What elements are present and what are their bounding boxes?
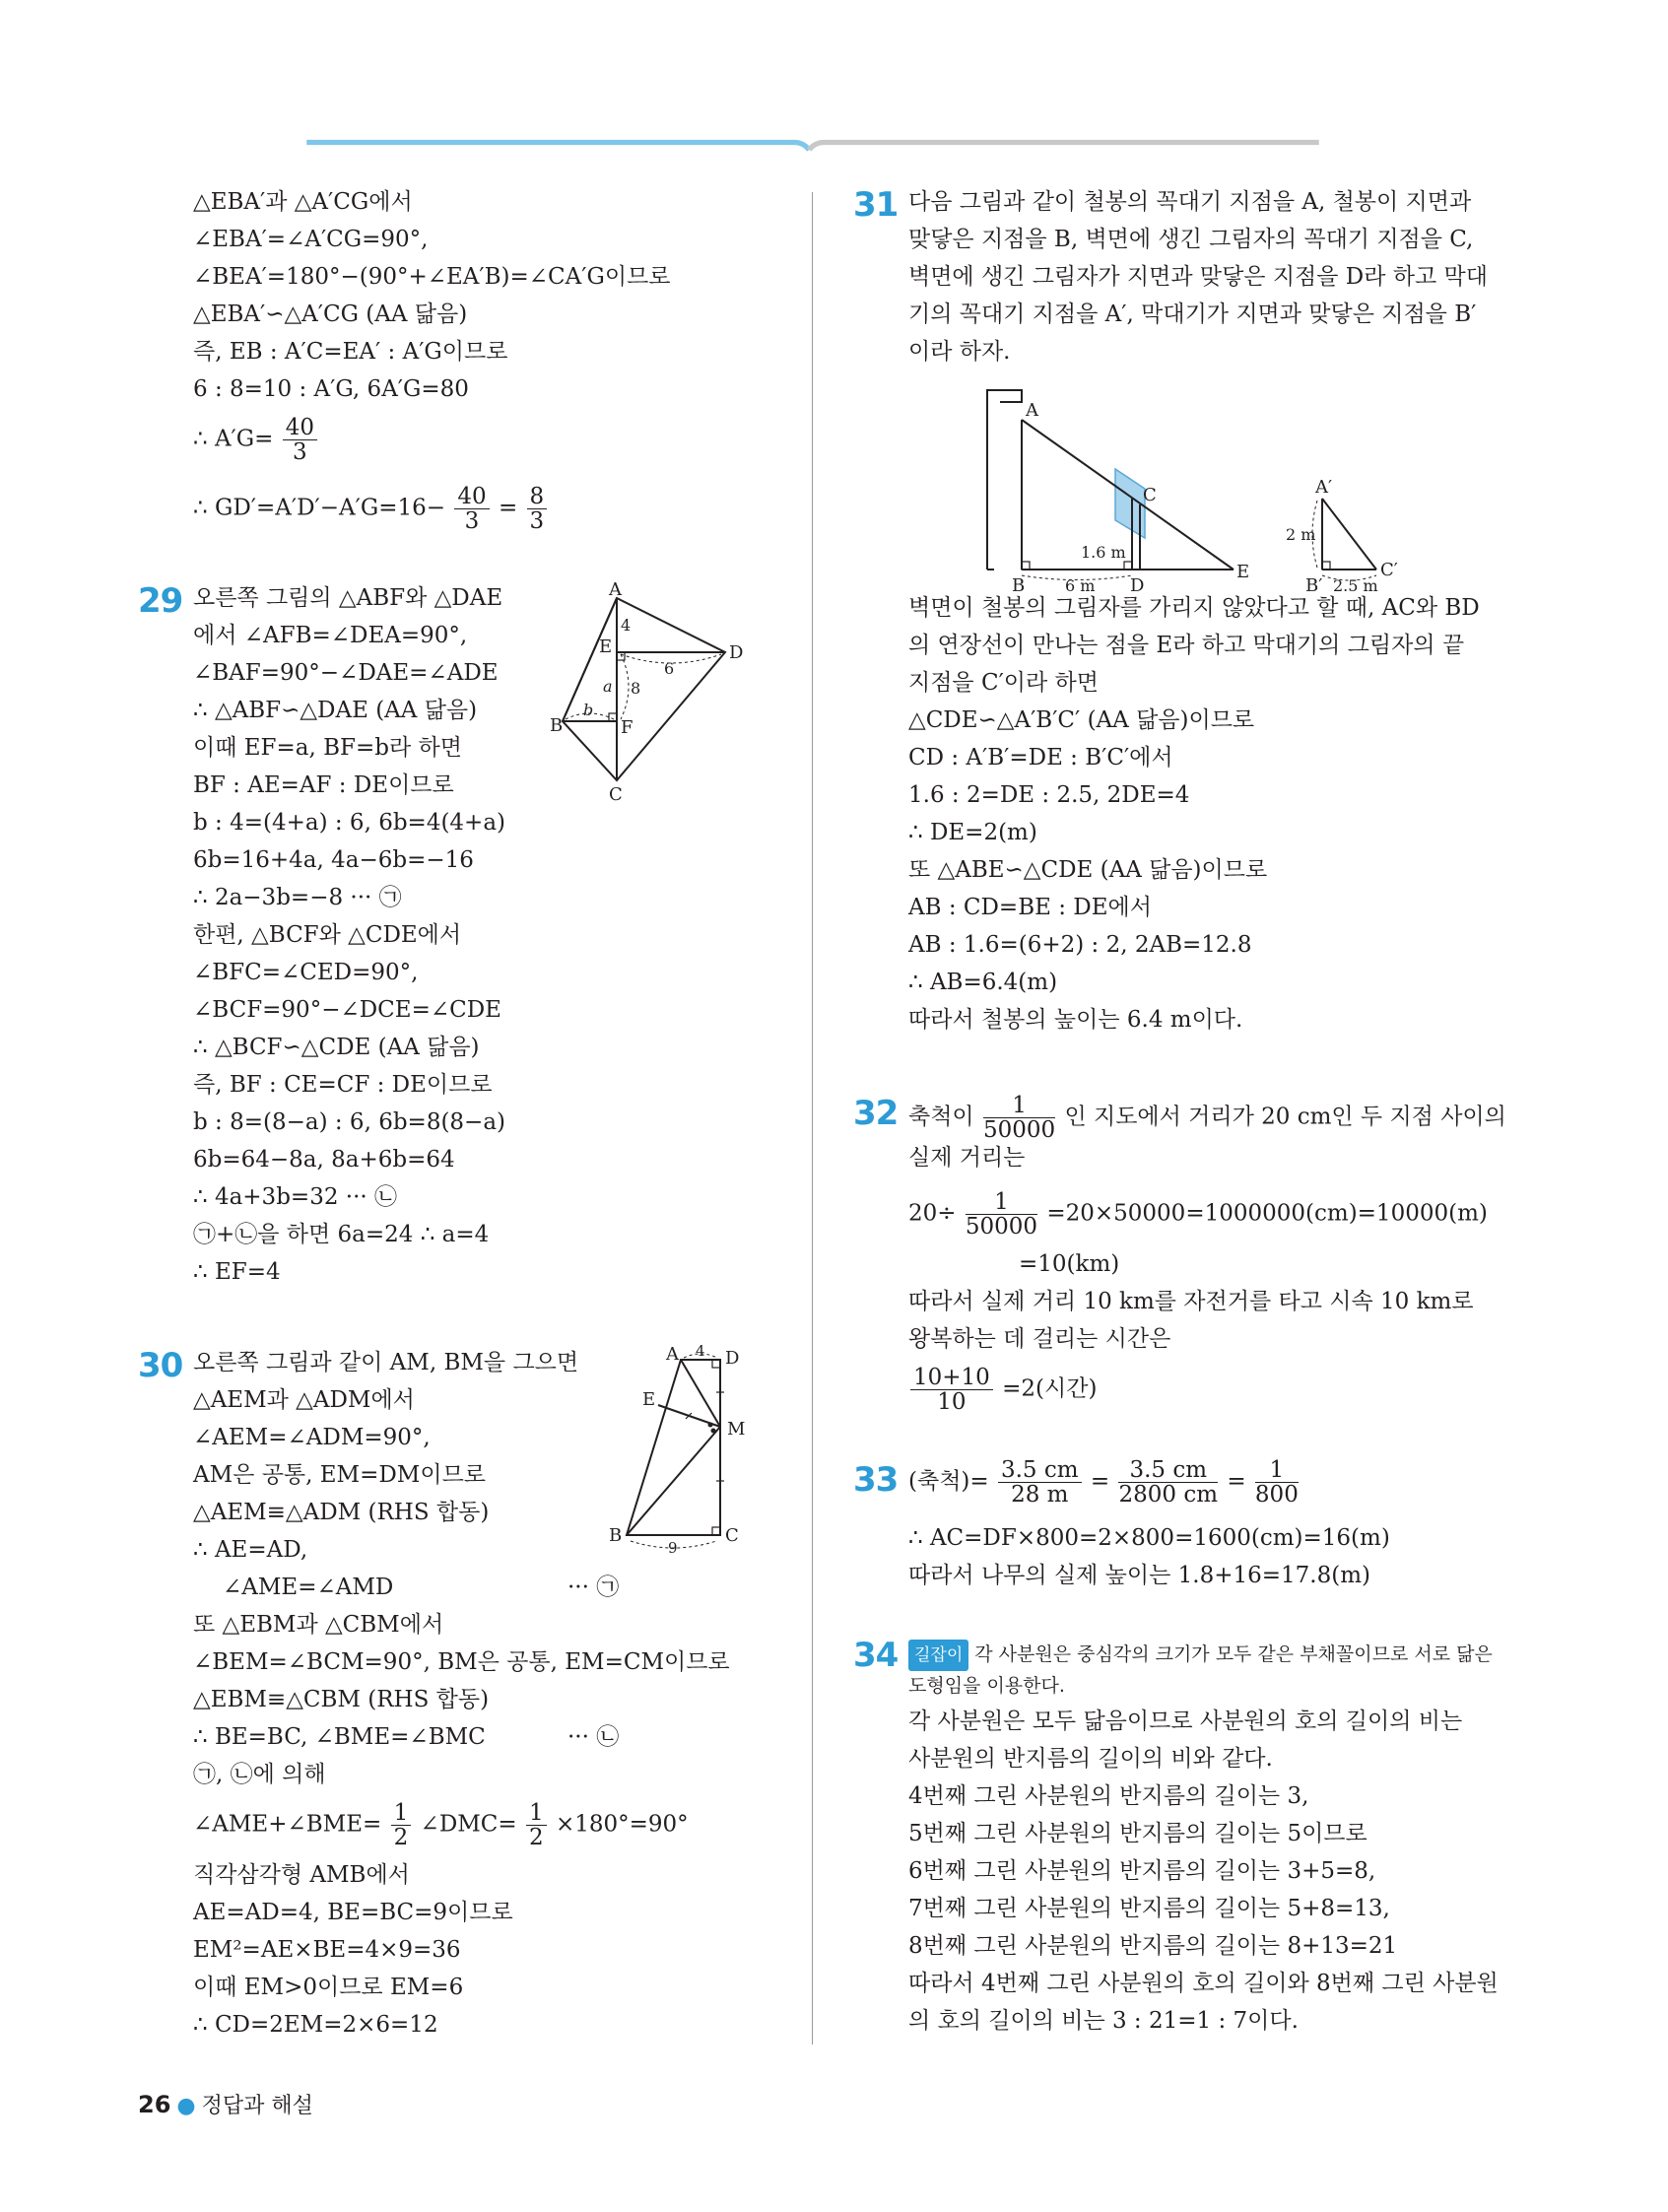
text-line: ∴ BE=BC, ∠BME=∠BMC — [193, 1724, 486, 1750]
text-line: 이때 EF=a, BF=b라 하면 — [193, 735, 462, 761]
text-line: 실제 거리는 — [908, 1145, 1026, 1171]
text-line: 8번째 그린 사분원의 반지름의 길이는 8+13=21 — [908, 1933, 1398, 1959]
text-line: 각 사분원은 모두 닮음이므로 사분원의 호의 길이의 비는 — [908, 1709, 1463, 1734]
fig-label: M — [727, 1419, 746, 1440]
text-line: ∠BCF=90°−∠DCE=∠CDE — [193, 997, 501, 1023]
denominator: 28 m — [1011, 1482, 1069, 1508]
text-line: ∠AEM=∠ADM=90°, — [193, 1425, 431, 1450]
text-segment: 축척이 — [908, 1104, 974, 1130]
text-line: 5번째 그린 사분원의 반지름의 길이는 5이므로 — [908, 1821, 1368, 1846]
fig-label: D — [725, 1348, 740, 1369]
denominator: 800 — [1254, 1482, 1299, 1508]
text-line: 즉, EB : A′C=EA′ : A′G이므로 — [193, 339, 508, 365]
text-line: 6b=16+4a, 4a−6b=−16 — [193, 847, 474, 873]
denominator: 50000 — [982, 1117, 1056, 1143]
text-segment: ∴ GD′=A′D′−A′G=16− — [193, 495, 446, 521]
figure-29 — [548, 579, 784, 810]
numerator: 1 — [966, 1190, 1037, 1215]
text-line: ∴ △ABF∽△DAE (AA 닮음) — [193, 698, 478, 723]
denominator: 2800 cm — [1118, 1482, 1219, 1508]
text-segment: (축척)= — [908, 1468, 989, 1495]
fraction — [910, 1366, 993, 1414]
fig-label: 4 — [621, 616, 632, 635]
text-line: △EBM≡△CBM (RHS 합동) — [193, 1687, 490, 1712]
text-line: 한편, △BCF와 △CDE에서 — [193, 922, 462, 948]
text-line: 이때 EM>0이므로 EM=6 — [193, 1975, 464, 2000]
text-line: 직각삼각형 AMB에서 — [193, 1862, 410, 1888]
math-line — [908, 1190, 1488, 1239]
numerator: 40 — [454, 485, 489, 509]
text-line: 이라 하자. — [908, 339, 1011, 365]
text-line: 다음 그림과 같이 철봉의 꼭대기 지점을 A, 철봉이 지면과 — [908, 189, 1472, 215]
problem-number: 30 — [138, 1346, 183, 1385]
fig-label: A — [666, 1344, 679, 1365]
denominator: 10 — [937, 1389, 967, 1415]
text-line: 벽면이 철봉의 그림자를 가리지 않았다고 할 때, AC와 BD — [908, 595, 1480, 621]
text-line: ∴ 4a+3b=32 ··· ㉡ — [193, 1184, 398, 1210]
figure-31 — [982, 382, 1475, 596]
fig-label: 6 — [664, 659, 675, 678]
fraction — [1255, 1458, 1299, 1507]
fraction — [1118, 1458, 1218, 1507]
fig-label: E — [1236, 562, 1250, 582]
text-line: ··· ㉠ — [567, 1575, 620, 1600]
text-line: 기의 꼭대기 지점을 A′, 막대기가 지면과 맞닿은 지점을 B′ — [908, 302, 1477, 327]
text-line: 의 연장선이 만나는 점을 E라 하고 막대기의 그림자의 끝 — [908, 633, 1465, 658]
text-line: ∴ EF=4 — [193, 1259, 281, 1285]
text-line: ∴ △BCF∽△CDE (AA 닮음) — [193, 1035, 480, 1060]
text-line: 맞닿은 지점을 B, 벽면에 생긴 그림자의 꼭대기 지점을 C, — [908, 227, 1474, 252]
fig-label: D — [1130, 575, 1145, 596]
text-line: ∴ AC=DF×800=2×800=1600(cm)=16(m) — [908, 1525, 1390, 1551]
text-line: ㉠+㉡을 하면 6a=24 ∴ a=4 — [193, 1222, 490, 1247]
numerator: 40 — [283, 416, 317, 440]
text-segment: ∠AME+∠BME= — [193, 1811, 382, 1838]
text-line: △AEM과 △ADM에서 — [193, 1387, 415, 1413]
text-line: 6번째 그린 사분원의 반지름의 길이는 3+5=8, — [908, 1858, 1376, 1884]
text-line: 왕복하는 데 걸리는 시간은 — [908, 1326, 1171, 1352]
text-line: =10(km) — [1019, 1251, 1120, 1277]
numerator: 8 — [527, 485, 548, 509]
numerator: 1 — [391, 1801, 412, 1826]
text-line: ··· ㉡ — [567, 1724, 620, 1750]
column-divider — [812, 192, 813, 2044]
denominator: 3 — [293, 439, 307, 465]
denominator: 3 — [464, 508, 480, 534]
fig-label: b — [583, 701, 594, 719]
bullet-icon: ● — [176, 2094, 196, 2118]
text-line: AB : CD=BE : DE에서 — [908, 895, 1152, 920]
fig-label: 6 m — [1065, 576, 1096, 595]
header-bar — [138, 138, 1488, 150]
text-line: 의 호의 길이의 비는 3 : 21=1 : 7이다. — [908, 2008, 1299, 2034]
fig-label: A — [609, 579, 622, 600]
text-line: 따라서 실제 거리 10 km를 자전거를 타고 시속 10 km로 — [908, 1289, 1474, 1314]
fig-label: B′ — [1305, 575, 1323, 596]
problem-number: 31 — [853, 185, 899, 225]
fig-label: a — [603, 677, 613, 696]
text-line: AB : 1.6=(6+2) : 2, 2AB=12.8 — [908, 932, 1252, 958]
text-line: 1.6 : 2=DE : 2.5, 2DE=4 — [908, 782, 1190, 808]
text-line: ∴ DE=2(m) — [908, 820, 1037, 845]
numerator: 1 — [983, 1094, 1055, 1118]
numerator: 1 — [1255, 1458, 1299, 1483]
text-line: △CDE∽△A′B′C′ (AA 닮음)이므로 — [908, 707, 1255, 733]
text-line: 따라서 4번째 그린 사분원의 호의 길이와 8번째 그린 사분원 — [908, 1971, 1499, 1996]
text-line: ∠BFC=∠CED=90°, — [193, 960, 419, 985]
numerator: 10+10 — [910, 1366, 993, 1390]
text-segment: ∠DMC= — [420, 1811, 517, 1838]
text-line: b : 4=(4+a) : 6, 6b=4(4+a) — [193, 810, 506, 836]
math-line — [908, 1366, 1097, 1414]
text-line: 6 : 8=10 : A′G, 6A′G=80 — [193, 376, 469, 402]
page-number: 26 — [138, 2091, 171, 2118]
math-line — [193, 485, 549, 533]
fraction — [966, 1190, 1037, 1239]
text-line: b : 8=(8−a) : 6, 6b=8(8−a) — [193, 1109, 506, 1135]
fig-label: B — [1012, 575, 1026, 596]
fraction — [527, 485, 548, 533]
text-line: △AEM≡△ADM (RHS 합동) — [193, 1500, 490, 1525]
text-line: 또 △ABE∽△CDE (AA 닮음)이므로 — [908, 857, 1268, 883]
fig-label: E — [642, 1389, 656, 1410]
fig-label: 8 — [631, 679, 641, 698]
numerator: 3.5 cm — [998, 1458, 1082, 1483]
text-line: 지점을 C′이라 하면 — [908, 670, 1099, 696]
math-line — [908, 1094, 1506, 1142]
text-line: ∠BEM=∠BCM=90°, BM은 공통, EM=CM이므로 — [193, 1649, 730, 1675]
denominator: 50000 — [965, 1214, 1038, 1240]
text-segment: =2(시간) — [1002, 1375, 1098, 1402]
text-line: BF : AE=AF : DE이므로 — [193, 772, 454, 798]
fig-label: 2 m — [1286, 525, 1316, 544]
fig-label: B — [550, 715, 564, 736]
fraction — [454, 485, 489, 533]
text-line: ∠AME=∠AMD — [223, 1575, 394, 1600]
problem-number: 33 — [853, 1460, 899, 1500]
text-line: ∴ CD=2EM=2×6=12 — [193, 2012, 438, 2038]
text-line: △EBA′∽△A′CG (AA 닮음) — [193, 302, 468, 327]
numerator: 3.5 cm — [1118, 1458, 1218, 1483]
figure-30 — [597, 1342, 784, 1557]
fig-label: B — [609, 1525, 623, 1546]
problem-number: 32 — [853, 1094, 899, 1133]
text-line: ∴ AE=AD, — [193, 1537, 308, 1563]
text-segment: = — [498, 495, 518, 521]
text-line: ∠EBA′=∠A′CG=90°, — [193, 227, 429, 252]
hint-line — [908, 1640, 1493, 1671]
text-line: ∠BAF=90°−∠DAE=∠ADE — [193, 660, 499, 686]
fig-label: C — [609, 784, 623, 805]
fig-label: F — [621, 717, 634, 738]
text-segment: ×180°=90° — [555, 1811, 689, 1838]
denominator: 2 — [529, 1825, 544, 1850]
text-segment: 인 지도에서 거리가 20 cm인 두 지점 사이의 — [1064, 1104, 1506, 1130]
text-line: AE=AD=4, BE=BC=9이므로 — [193, 1900, 513, 1925]
text-line: 즉, BF : CE=CF : DE이므로 — [193, 1072, 493, 1098]
text-line: ㉠, ㉡에 의해 — [193, 1762, 326, 1787]
text-line: 에서 ∠AFB=∠DEA=90°, — [193, 623, 468, 648]
fig-label: E — [599, 637, 613, 657]
text-segment: =20×50000=1000000(cm)=10000(m) — [1046, 1200, 1488, 1227]
fig-label: D — [729, 642, 744, 663]
fig-label: 2.5 m — [1333, 576, 1378, 595]
text-line: EM²=AE×BE=4×9=36 — [193, 1937, 461, 1963]
text-line: 따라서 나무의 실제 높이는 1.8+16=17.8(m) — [908, 1563, 1370, 1588]
hint-tag: 길잡이 — [908, 1640, 968, 1671]
fig-label: 1.6 m — [1081, 543, 1126, 562]
text-line: 4번째 그린 사분원의 반지름의 길이는 3, — [908, 1783, 1309, 1809]
fraction — [391, 1801, 412, 1849]
text-segment: = — [1090, 1468, 1110, 1495]
text-line: 7번째 그린 사분원의 반지름의 길이는 5+8=13, — [908, 1896, 1390, 1921]
hint-line: 도형임을 이용한다. — [908, 1675, 1065, 1697]
text-line: 6b=64−8a, 8a+6b=64 — [193, 1147, 455, 1173]
problem-number: 34 — [853, 1636, 899, 1675]
text-segment: ∴ A′G= — [193, 426, 274, 452]
hint-text: 각 사분원은 중심각의 크기가 모두 같은 부채꼴이므로 서로 닮은 — [974, 1643, 1493, 1665]
fig-label: C′ — [1380, 560, 1398, 580]
text-line: 오른쪽 그림과 같이 AM, BM을 그으면 — [193, 1350, 579, 1375]
fig-label: C — [1143, 485, 1157, 505]
text-line: ∴ 2a−3b=−8 ··· ㉠ — [193, 885, 402, 910]
fraction — [283, 416, 317, 464]
text-line: △EBA′과 △A′CG에서 — [193, 189, 413, 215]
text-line: ∴ AB=6.4(m) — [908, 970, 1058, 995]
numerator: 1 — [526, 1801, 547, 1826]
problem-number: 29 — [138, 581, 183, 621]
fig-label: A′ — [1315, 477, 1333, 498]
math-line — [908, 1458, 1301, 1507]
text-line: 따라서 철봉의 높이는 6.4 m이다. — [908, 1007, 1243, 1033]
text-line: 오른쪽 그림의 △ABF와 △DAE — [193, 585, 503, 611]
text-line: 사분원의 반지름의 길이의 비와 같다. — [908, 1746, 1273, 1772]
fig-label: 4 — [696, 1342, 705, 1360]
fig-label: 9 — [668, 1539, 678, 1557]
fraction — [526, 1801, 547, 1849]
fraction — [983, 1094, 1055, 1142]
denominator: 2 — [393, 1825, 409, 1850]
text-segment: = — [1227, 1468, 1246, 1495]
text-segment: 20÷ — [908, 1200, 957, 1227]
text-line: ∠BEA′=180°−(90°+∠EA′B)=∠CA′G이므로 — [193, 264, 671, 290]
math-line — [193, 1801, 689, 1849]
text-line: 벽면에 생긴 그림자가 지면과 맞닿은 지점을 D라 하고 막대 — [908, 264, 1488, 290]
page-footer — [138, 2089, 313, 2119]
fig-label: A — [1026, 400, 1038, 421]
text-line: CD : A′B′=DE : B′C′에서 — [908, 745, 1173, 771]
text-line: 또 △EBM과 △CBM에서 — [193, 1612, 444, 1638]
fraction — [998, 1458, 1082, 1507]
math-line — [193, 416, 319, 464]
text-line: AM은 공통, EM=DM이므로 — [193, 1462, 487, 1488]
fig-label: C — [725, 1525, 739, 1546]
footer-title: 정답과 해설 — [201, 2094, 313, 2118]
denominator: 3 — [529, 508, 545, 534]
